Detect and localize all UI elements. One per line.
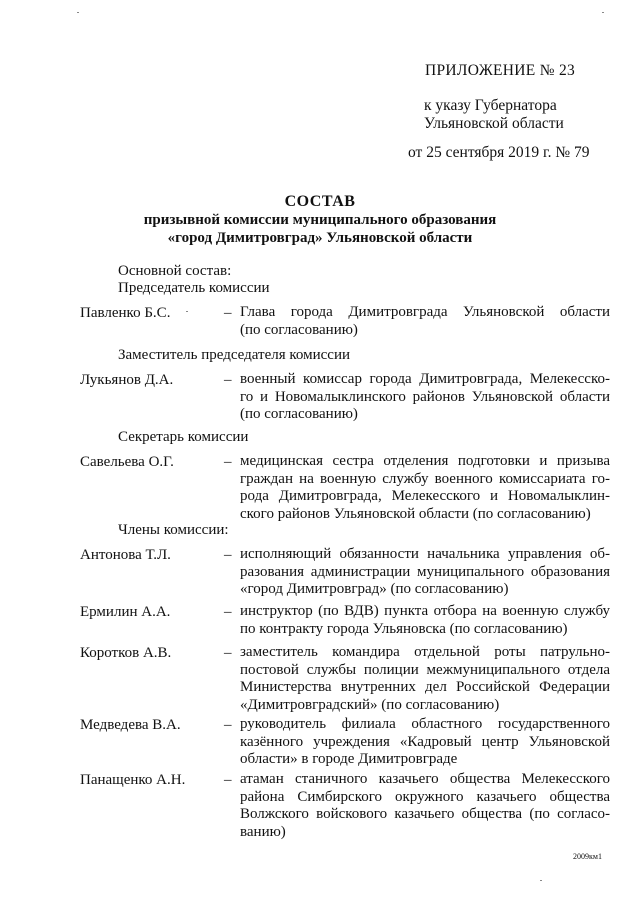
decree-date: от 25 сентября 2019 г. № 79 — [408, 144, 590, 161]
dash: – — [224, 645, 232, 661]
section-deputy: Заместитель председателя комиссии — [118, 347, 351, 363]
section-chair: Председатель комиссии — [118, 280, 270, 296]
doc-subtitle-1: призывной комиссии муниципального образования — [143, 212, 497, 228]
role-line: постовой службы полиции межмуниципального отдела — [240, 661, 610, 678]
scan-speck — [186, 311, 188, 312]
role-line: разования администрации муниципального образования — [240, 563, 610, 580]
person-role — [240, 771, 610, 841]
section-main: Основной состав: — [118, 263, 232, 279]
person-name: Павленко Б.С. — [80, 305, 171, 321]
role-line: граждан на военную службу военного комиссариата го- — [240, 470, 610, 487]
person-role — [240, 453, 610, 523]
person-name: Антонова Т.Л. — [80, 547, 171, 563]
decree-line-1: к указу Губернатора — [424, 97, 557, 114]
person-role — [240, 644, 610, 714]
role-line: атаман станичного казачьего общества Мелекесского — [240, 771, 610, 787]
role-line: района Симбирского окружного казачьего общества — [240, 788, 610, 805]
person-name: Савельева О.Г. — [80, 454, 174, 470]
person-role — [240, 371, 610, 424]
role-line: руководитель филиала областного государственного — [240, 716, 610, 732]
section-secretary: Секретарь комиссии — [118, 429, 249, 445]
doc-title: СОСТАВ — [284, 193, 356, 210]
person-name: Ермилин А.А. — [80, 604, 171, 620]
footer-code: 2009км1 — [573, 852, 602, 861]
person-role — [240, 304, 610, 339]
person-name: Коротков А.В. — [80, 645, 172, 661]
scan-speck — [540, 880, 542, 881]
role-line: (по согласованию) — [240, 406, 358, 423]
person-name: Панащенко А.Н. — [80, 772, 186, 788]
role-line: военный комиссар города Димитровграда, Мелекесско- — [240, 371, 610, 387]
scan-speck — [77, 12, 79, 13]
decree-line-2: Ульяновской области — [424, 115, 564, 132]
dash: – — [224, 717, 232, 733]
role-line: казённого учреждения «Кадровый центр Ульяновской — [240, 733, 610, 750]
role-line: «город Димитровград» (по согласованию) — [240, 581, 509, 598]
role-line: го и Новомалыклинского районов Ульяновской области — [240, 388, 610, 405]
person-name: Лукьянов Д.А. — [80, 372, 174, 388]
person-role — [240, 546, 610, 599]
dash: – — [224, 547, 232, 563]
doc-subtitle-2: «город Димитровград» Ульяновской области — [167, 230, 473, 246]
role-line: «Димитровградский» (по согласованию) — [240, 696, 500, 713]
dash: – — [224, 372, 232, 388]
role-line: ванию) — [240, 823, 286, 840]
role-line: рода Димитровграда, Мелекесского и Новомалыклин- — [240, 488, 610, 505]
role-line: области» в городе Димитровграде — [240, 751, 458, 768]
section-members: Члены комиссии: — [118, 522, 229, 538]
role-line: (по согласованию) — [240, 321, 358, 338]
dash: – — [224, 604, 232, 620]
role-line: медицинская сестра отделения подготовки и призыва — [240, 453, 610, 469]
person-role — [240, 716, 610, 769]
role-line: Глава города Димитровграда Ульяновской области — [240, 304, 610, 320]
dash: – — [224, 772, 232, 788]
role-line: по контракту города Ульяновска (по согласованию) — [240, 620, 568, 637]
role-line: Волжского войскового казачьего общества (по согласо- — [240, 806, 610, 823]
dash: – — [224, 305, 232, 321]
appendix-number: ПРИЛОЖЕНИЕ № 23 — [425, 62, 576, 79]
person-role — [240, 603, 610, 638]
role-line: исполняющий обязанности начальника управления об- — [240, 546, 610, 562]
person-name: Медведева В.А. — [80, 717, 181, 733]
role-line: ского районов Ульяновской области (по согласованию) — [240, 505, 591, 522]
role-line: инструктор (по ВДВ) пункта отбора на военную службу — [240, 603, 610, 619]
role-line: заместитель командира отдельной роты патрульно- — [240, 644, 610, 660]
role-line: Министерства внутренних дел Российской Федерации — [240, 679, 610, 696]
dash: – — [224, 454, 232, 470]
scan-speck — [602, 12, 604, 13]
